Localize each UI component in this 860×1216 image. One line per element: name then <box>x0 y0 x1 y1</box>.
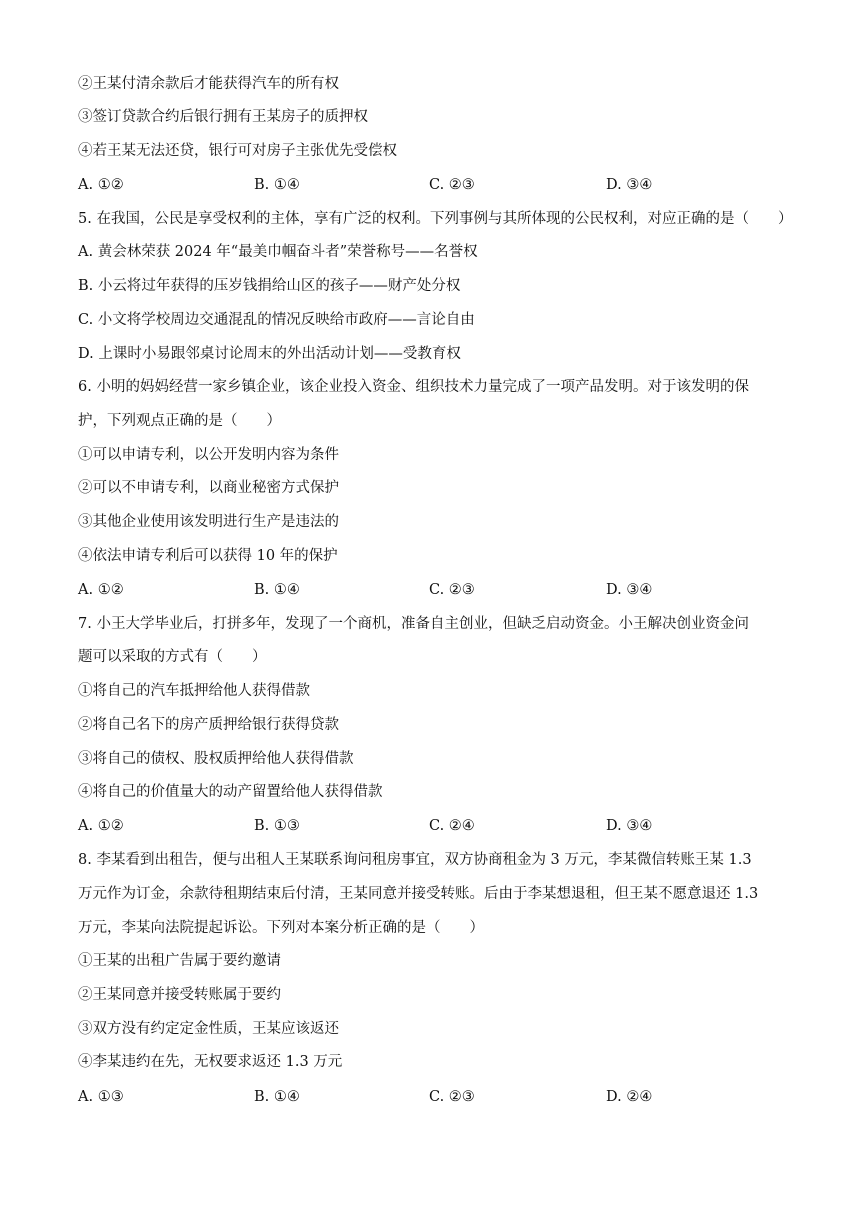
answer-options <box>78 816 798 836</box>
statement: ①可以申请专利，以公开发明内容为条件 <box>78 447 339 463</box>
statement: ①将自己的汽车抵押给他人获得借款 <box>78 683 310 699</box>
option-d: D. ③④ <box>606 582 653 598</box>
option-a: A. ①② <box>78 177 124 193</box>
option-b: B. ①④ <box>254 582 300 598</box>
answer-options <box>78 580 798 600</box>
option-c: C. ②④ <box>429 818 475 834</box>
statement: ②王某付清余款后才能获得汽车的所有权 <box>78 76 339 92</box>
question-8-stem-line: 8. 李某看到出租告，便与出租人王某联系询问租房事宜，双方协商租金为 3 万元，李某微信转账王某 1.3 <box>78 852 752 868</box>
statement: ④将自己的价值量大的动产留置给他人获得借款 <box>78 784 383 800</box>
question-7-stem-line: 7. 小王大学毕业后，打拼多年，发现了一个商机，准备自主创业，但缺乏启动资金。小王解决创业资金问 <box>78 616 749 632</box>
option-c: C. ②③ <box>429 582 475 598</box>
choice-b: B. 小云将过年获得的压岁钱捐给山区的孩子——财产处分权 <box>78 278 461 294</box>
answer-options <box>78 175 798 195</box>
option-c: C. ②③ <box>429 1089 475 1105</box>
option-d: D. ②④ <box>606 1089 653 1105</box>
statement: ③其他企业使用该发明进行生产是违法的 <box>78 514 339 530</box>
statement: ③双方没有约定定金性质，王某应该返还 <box>78 1021 339 1037</box>
option-c: C. ②③ <box>429 177 475 193</box>
question-6-stem-line: 护，下列观点正确的是（ ） <box>78 413 281 429</box>
statement: ③签订贷款合约后银行拥有王某房子的质押权 <box>78 109 368 125</box>
statement: ①王某的出租广告属于要约邀请 <box>78 953 281 969</box>
question-8-stem-line: 万元作为订金，余款待租期结束后付清，王某同意并接受转账。后由于李某想退租，但王某不愿意退还 1.3 <box>78 886 759 902</box>
choice-a: A. 黄会林荣获 2024 年“最美巾帼奋斗者”荣誉称号——名誉权 <box>78 244 478 260</box>
question-6-stem-line: 6. 小明的妈妈经营一家乡镇企业，该企业投入资金、组织技术力量完成了一项产品发明。对于该发明的保 <box>78 379 749 395</box>
choice-c: C. 小文将学校周边交通混乱的情况反映给市政府——言论自由 <box>78 312 475 328</box>
statement: ②王某同意并接受转账属于要约 <box>78 987 281 1003</box>
option-d: D. ③④ <box>606 818 653 834</box>
option-d: D. ③④ <box>606 177 653 193</box>
statement: ②将自己名下的房产质押给银行获得贷款 <box>78 717 339 733</box>
option-b: B. ①④ <box>254 177 300 193</box>
option-a: A. ①② <box>78 818 124 834</box>
question-7-stem-line: 题可以采取的方式有（ ） <box>78 649 267 665</box>
option-a: A. ①② <box>78 582 124 598</box>
answer-options <box>78 1087 798 1107</box>
statement: ②可以不申请专利，以商业秘密方式保护 <box>78 480 339 496</box>
question-5-stem: 5. 在我国，公民是享受权利的主体，享有广泛的权利。下列事例与其所体现的公民权利，对应正确的是（ ） <box>78 211 793 227</box>
option-a: A. ①③ <box>78 1089 124 1105</box>
choice-d: D. 上课时小易跟邻桌讨论周末的外出活动计划——受教育权 <box>78 346 461 362</box>
statement: ④依法申请专利后可以获得 10 年的保护 <box>78 548 338 564</box>
statement: ④若王某无法还贷，银行可对房子主张优先受偿权 <box>78 143 397 159</box>
question-8-stem-line: 万元，李某向法院提起诉讼。下列对本案分析正确的是（ ） <box>78 920 484 936</box>
option-b: B. ①③ <box>254 818 300 834</box>
option-b: B. ①④ <box>254 1089 300 1105</box>
statement: ④李某违约在先，无权要求返还 1.3 万元 <box>78 1054 343 1070</box>
statement: ③将自己的债权、股权质押给他人获得借款 <box>78 751 354 767</box>
